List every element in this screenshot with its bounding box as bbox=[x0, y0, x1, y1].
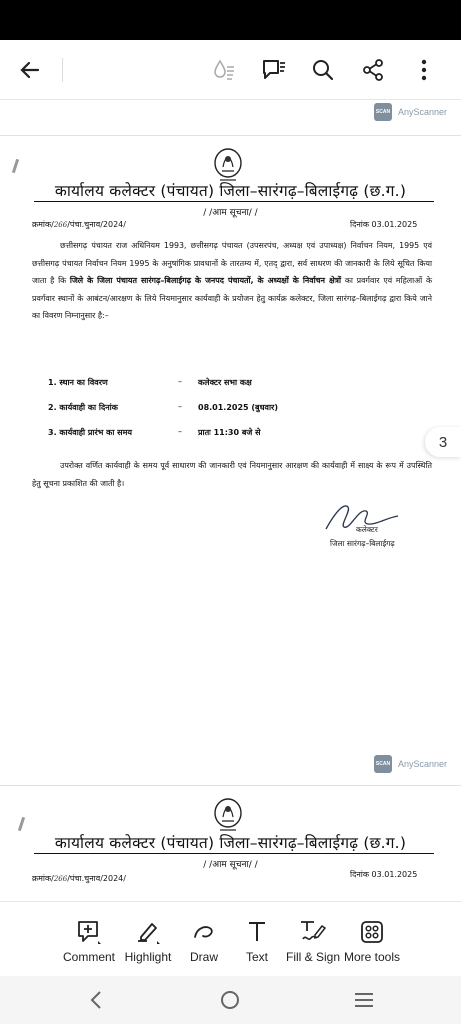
anyscanner-watermark bbox=[374, 103, 447, 121]
body-paragraph-2: उपरोक्त वर्णित कार्यवाही के समय पूर्व साधारण की जानकारी एवं नियमानुसार आरक्षण की कार्यवाही में साक्ष्य के रूप में उपस्थिति हेतु सूचना प्रकाशित की जाती है। bbox=[32, 461, 432, 488]
page-separator bbox=[0, 135, 461, 136]
comment-list-icon[interactable] bbox=[256, 52, 292, 88]
status-bar bbox=[0, 0, 461, 40]
toolbar-divider bbox=[62, 58, 63, 82]
watermark-label: AnyScanner bbox=[398, 107, 448, 117]
reference-number bbox=[32, 873, 126, 884]
scan-mark bbox=[18, 817, 25, 831]
anyscanner-watermark bbox=[374, 755, 447, 773]
letter-date: दिनांक 03.01.2025 bbox=[350, 220, 418, 229]
ref-handwritten: 266 bbox=[53, 875, 68, 883]
item-value: 08.01.2025 (बुधवार) bbox=[198, 403, 278, 412]
read-aloud-icon[interactable] bbox=[206, 52, 242, 88]
para1-text-c: का प्रवर्गवार एवं महिलाओं के प्रवर्गवार स्थानों के आबंटन/आरक्षण के लिये नियमानुसार कार्यवाही के प्रयोजन हेतु कार्यक्र कलेक्टर, जिला सारंगढ़–बिलाईगढ़ द्वारा किये जाने का विवरण निम्नानुसार है:– bbox=[32, 276, 432, 320]
item-value: प्रातः 11:30 बजे से bbox=[198, 428, 261, 437]
fill-sign-tool-label: Fill & Sign bbox=[285, 950, 341, 964]
more-vertical-icon[interactable] bbox=[406, 52, 442, 88]
scan-logo-icon: SCAN bbox=[374, 103, 392, 121]
text-tool-label: Text bbox=[245, 950, 268, 964]
item-dash: – bbox=[178, 402, 182, 411]
item-label: 2. कार्यवाही का दिनांक bbox=[48, 403, 118, 412]
ref-suffix: /पंचा.चुनाव/2024/ bbox=[67, 874, 126, 883]
office-heading: कार्यालय कलेक्टर (पंचायत) जिला–सारंगढ़–बिलाईगढ़ (छ.ग.) bbox=[54, 182, 407, 200]
arrow-left-icon[interactable] bbox=[12, 52, 48, 88]
more-tools[interactable] bbox=[337, 918, 407, 972]
recents-nav-icon[interactable] bbox=[344, 986, 384, 1014]
share-icon[interactable] bbox=[355, 52, 391, 88]
public-notice-title: / /आम सूचना/ / bbox=[203, 860, 258, 870]
item-value: कलेक्टर सभा कक्ष bbox=[198, 378, 252, 387]
office-heading: कार्यालय कलेक्टर (पंचायत) जिला–सारंगढ़–बिलाईगढ़ (छ.ग.) bbox=[54, 834, 407, 852]
grid-icon bbox=[337, 918, 407, 946]
home-nav-icon[interactable] bbox=[210, 986, 250, 1014]
public-notice-title: / /आम सूचना/ / bbox=[203, 208, 258, 218]
ref-prefix: क्रमांक/ bbox=[32, 220, 54, 229]
comment-tool-label: Comment bbox=[62, 950, 115, 964]
national-emblem-icon bbox=[210, 797, 246, 835]
heading-underline bbox=[34, 853, 434, 854]
item-dash: – bbox=[178, 377, 182, 386]
body-paragraph-1 bbox=[32, 237, 432, 325]
para1-text-bold: जिले के जिला पंचायत सारंगढ़–बिलाईगढ़ के जनपद पंचायतों, के अध्यक्षों के निर्वाचन क्षेत्रों bbox=[69, 276, 342, 285]
ref-prefix: क्रमांक/ bbox=[32, 874, 54, 883]
item-dash: – bbox=[178, 427, 182, 436]
more-tools-label: More tools bbox=[343, 950, 401, 964]
scan-mark bbox=[12, 159, 19, 173]
reference-number bbox=[32, 219, 126, 230]
highlight-tool-label: Highlight bbox=[124, 950, 172, 964]
signatory-title: कलेक्टर bbox=[356, 525, 378, 534]
draw-tool-label: Draw bbox=[189, 950, 218, 964]
search-icon[interactable] bbox=[305, 52, 341, 88]
page-separator bbox=[0, 785, 461, 786]
document-viewer[interactable] bbox=[0, 101, 461, 901]
heading-underline bbox=[34, 201, 434, 202]
signatory-place: जिला सारंगढ़–बिलाईगढ़ bbox=[330, 539, 395, 548]
item-label: 1. स्थान का विवरण bbox=[48, 378, 108, 387]
app-toolbar bbox=[0, 40, 461, 100]
watermark-label: AnyScanner bbox=[398, 759, 448, 769]
system-navigation-bar bbox=[0, 976, 461, 1024]
annotation-toolbar bbox=[0, 901, 461, 976]
ref-handwritten: 266 bbox=[53, 221, 68, 229]
letter-date: दिनांक 03.01.2025 bbox=[350, 870, 418, 879]
page-number-badge[interactable]: 3 bbox=[425, 427, 461, 457]
back-nav-icon[interactable] bbox=[76, 986, 116, 1014]
ref-suffix: /पंचा.चुनाव/2024/ bbox=[67, 220, 126, 229]
scan-logo-icon: SCAN bbox=[374, 755, 392, 773]
item-label: 3. कार्यवाही प्रारंभ का समय bbox=[48, 428, 133, 437]
para1-text-a: छत्तीसगढ़ पंचायत राज अधिनियम 1993, छत्तीसगढ़ पंचायत (उपसरपंच, अध्यक्ष एवं उपाध्यक्ष) निर्वाचन नियम, 1995 एवं छत्तीसगढ़ पंचायत निर्वाचन नियम 1995 के अनुषांगिक प्रावधानों के तारतम्य में, एतद् द्वारा, सर्व साधरण की जानकारी के लिये सूचित किया जाता है कि bbox=[32, 241, 432, 285]
